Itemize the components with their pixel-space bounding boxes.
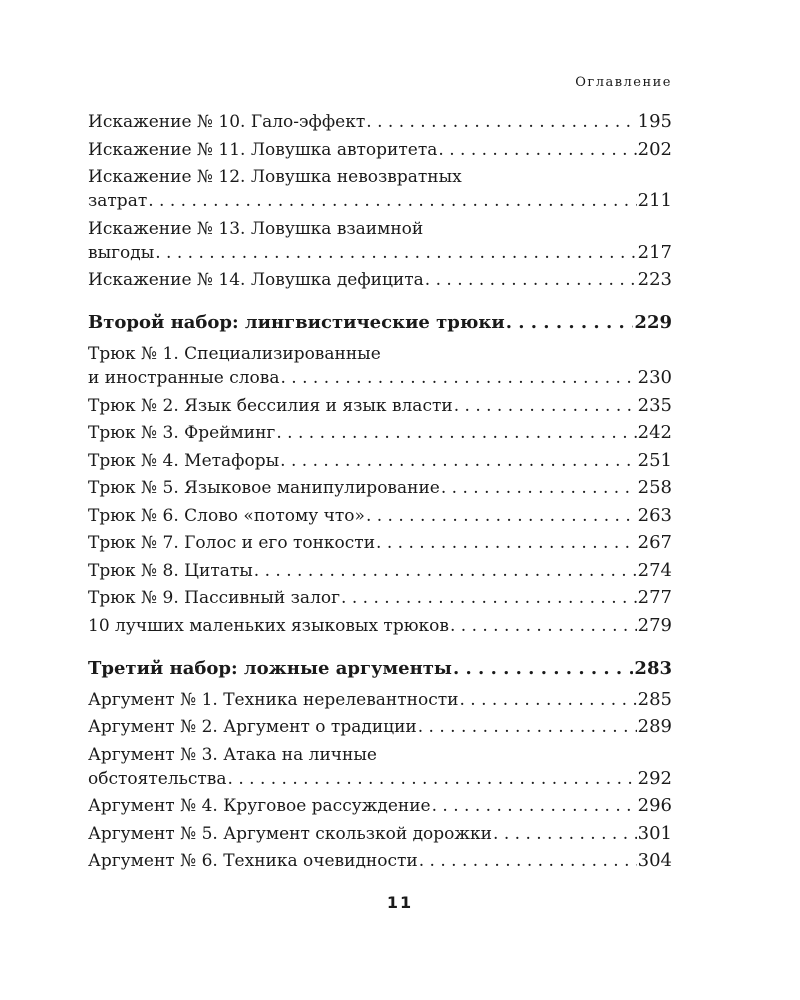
leader-dots — [506, 310, 634, 336]
leader-dots — [438, 138, 636, 162]
toc-entry-first-line: Аргумент № 3. Атака на личные — [88, 744, 377, 765]
running-header: Оглавление — [575, 75, 672, 90]
toc-entry[interactable] — [88, 476, 672, 500]
toc-block-tricks — [88, 342, 672, 638]
toc-entry-label: обстоятельства — [88, 768, 227, 789]
toc-entry-page: 223 — [637, 269, 672, 290]
toc-entry-label: Искажение № 11. Ловушка авторитета — [88, 139, 438, 160]
toc-entry[interactable] — [88, 421, 672, 445]
toc-entry-page: 242 — [637, 422, 672, 443]
toc-entry[interactable] — [88, 849, 672, 873]
toc-entry-page: 202 — [637, 138, 672, 160]
toc-entry[interactable] — [88, 394, 672, 418]
toc-entry-label: затрат — [88, 191, 148, 211]
toc-entry-label: Аргумент № 2. Аргумент о традиции — [88, 717, 417, 737]
toc-entry[interactable] — [88, 449, 672, 473]
leader-dots — [453, 656, 633, 682]
toc-entry-label: Трюк № 6. Слово «потому что» — [88, 505, 365, 526]
toc-entry-page: 235 — [637, 394, 672, 416]
leader-dots — [419, 849, 637, 873]
leader-dots — [366, 110, 636, 134]
toc-entry[interactable] — [88, 110, 672, 134]
toc-entry-label: Трюк № 7. Голос и его тонкости — [88, 533, 376, 553]
toc-entry-page: 289 — [637, 716, 672, 737]
toc-entry[interactable] — [88, 559, 672, 583]
toc-entry[interactable] — [88, 138, 672, 162]
leader-dots — [228, 767, 637, 791]
page-number: 11 — [386, 893, 414, 912]
toc-block-distortions — [88, 110, 672, 292]
toc-entry-page: 279 — [637, 614, 672, 636]
toc-entry-page: 267 — [637, 532, 672, 553]
toc-entry-page: 274 — [637, 559, 672, 581]
toc-section-heading[interactable] — [88, 656, 672, 682]
leader-dots — [454, 394, 637, 418]
leader-dots — [441, 476, 637, 500]
toc-entry-page: 263 — [637, 504, 672, 526]
toc-entry-page: 285 — [637, 688, 672, 710]
toc-entry[interactable] — [88, 165, 672, 213]
toc-entry-label: и иностранные слова — [88, 368, 280, 388]
leader-dots — [450, 614, 637, 638]
toc-entry-label: Трюк № 3. Фрейминг — [88, 423, 276, 443]
toc-entry[interactable] — [88, 794, 672, 818]
leader-dots — [493, 822, 637, 846]
toc-entry[interactable] — [88, 268, 672, 292]
toc-entry-page: 217 — [637, 241, 672, 263]
leader-dots — [276, 421, 636, 445]
toc-entry[interactable] — [88, 822, 672, 846]
toc-entry[interactable] — [88, 743, 672, 791]
leader-dots — [281, 366, 637, 390]
toc-entry[interactable] — [88, 531, 672, 555]
toc-entry-label: Трюк № 5. Языковое манипулирование — [88, 478, 440, 498]
toc-entry-label: Трюк № 4. Метафоры — [88, 450, 280, 471]
toc-entry-label: Аргумент № 4. Круговое рассуждение — [88, 796, 431, 816]
toc-section-title: Третий набор: ложные аргументы — [88, 657, 452, 679]
toc-section-page: 229 — [634, 312, 672, 333]
toc-entry-page: 230 — [637, 367, 672, 388]
leader-dots — [254, 559, 637, 583]
toc-section-heading[interactable] — [88, 310, 672, 336]
leader-dots — [341, 586, 637, 610]
toc-entry-label: Трюк № 2. Язык бессилия и язык власти — [88, 395, 453, 416]
leader-dots — [459, 688, 636, 712]
toc-entry-label: Трюк № 9. Пассивный залог — [88, 588, 341, 608]
toc-entry-label: Аргумент № 5. Аргумент скользкой дорожки — [88, 823, 493, 844]
toc-entry[interactable] — [88, 688, 672, 712]
toc-entry-page: 195 — [637, 111, 672, 132]
toc-entry[interactable] — [88, 504, 672, 528]
toc-entry-page: 277 — [637, 587, 672, 608]
toc-entry-page: 301 — [637, 822, 672, 844]
toc-section-page: 283 — [634, 657, 672, 679]
toc-entry[interactable] — [88, 342, 672, 390]
toc-entry-page: 304 — [637, 850, 672, 871]
toc-entry-first-line: Искажение № 13. Ловушка взаимной — [88, 218, 424, 239]
toc-entry[interactable] — [88, 715, 672, 739]
toc-entry[interactable] — [88, 586, 672, 610]
leader-dots — [376, 531, 637, 555]
leader-dots — [432, 794, 637, 818]
toc-entry-label: Искажение № 14. Ловушка дефицита — [88, 270, 424, 290]
toc-entry-page: 251 — [637, 449, 672, 471]
toc-entry-page: 296 — [637, 795, 672, 816]
toc-entry-page: 211 — [637, 190, 672, 211]
toc-entry-label: 10 лучших маленьких языковых трюков — [88, 615, 449, 636]
leader-dots — [425, 268, 637, 292]
toc-entry-first-line: Трюк № 1. Специализированные — [88, 344, 381, 364]
toc-section-title: Второй набор: лингвистические трюки — [88, 312, 505, 333]
toc-entry-page: 258 — [637, 477, 672, 498]
toc-entry-label: Аргумент № 6. Техника очевидности — [88, 851, 418, 871]
leader-dots — [148, 189, 636, 213]
toc-entry-page: 292 — [637, 767, 672, 789]
leader-dots — [418, 715, 637, 739]
toc-entry[interactable] — [88, 217, 672, 265]
toc-entry-first-line: Искажение № 12. Ловушка невозвратных — [88, 167, 462, 187]
leader-dots — [366, 504, 637, 528]
toc-entry-label: выгоды — [88, 242, 155, 263]
toc-entry[interactable] — [88, 614, 672, 638]
toc-entry-label: Трюк № 8. Цитаты — [88, 560, 253, 581]
leader-dots — [155, 241, 636, 265]
toc-page — [88, 72, 672, 877]
leader-dots — [280, 449, 637, 473]
toc-entry-label: Аргумент № 1. Техника нерелевантности — [88, 689, 459, 710]
toc-block-arguments — [88, 688, 672, 874]
toc-entry-label: Искажение № 10. Гало-эффект — [88, 112, 366, 132]
